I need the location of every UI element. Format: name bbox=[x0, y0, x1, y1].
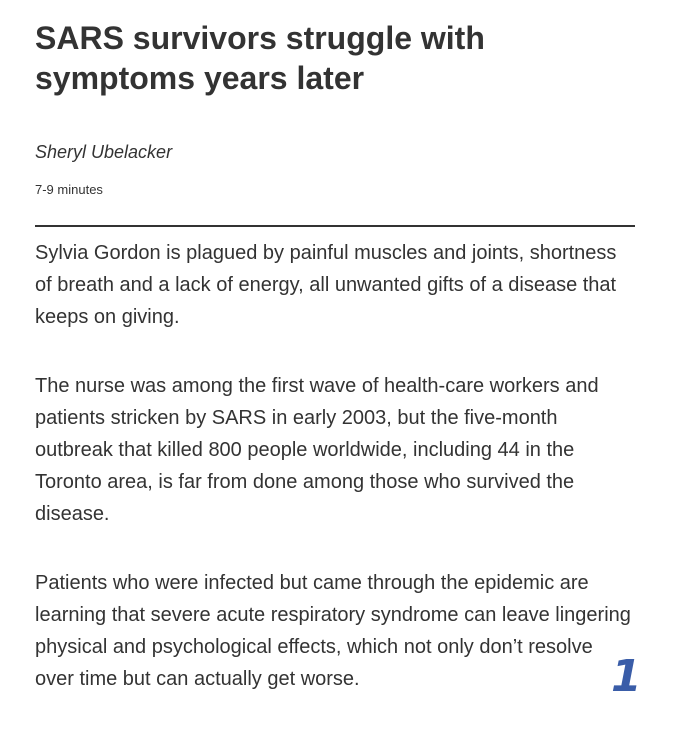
article bbox=[35, 18, 635, 732]
body-paragraph: Sylvia Gordon is plagued by painful muscles and joints, shortness of breath and a lack of energy, all unwanted gifts of a disease that keeps on giving. bbox=[35, 242, 617, 328]
article-body bbox=[35, 237, 635, 695]
article-title: SARS survivors struggle with symptoms years later bbox=[35, 20, 485, 96]
divider bbox=[35, 225, 635, 227]
read-time: 7-9 minutes bbox=[35, 182, 103, 197]
page-number: 1 bbox=[611, 651, 642, 702]
article-author: Sheryl Ubelacker bbox=[35, 142, 173, 162]
body-paragraph: Patients who were infected but came through the epidemic are learning that severe acute respiratory syndrome can leave lingering physical and psychological effects, which not only don’t resolve over time but can actually get worse. bbox=[35, 572, 631, 690]
body-paragraph: The nurse was among the first wave of health-care workers and patients stricken by SARS in early 2003, but the five-month outbreak that killed 800 people worldwide, including 44 in the Toronto area, is far from done among those who survived the disease. bbox=[35, 375, 599, 525]
